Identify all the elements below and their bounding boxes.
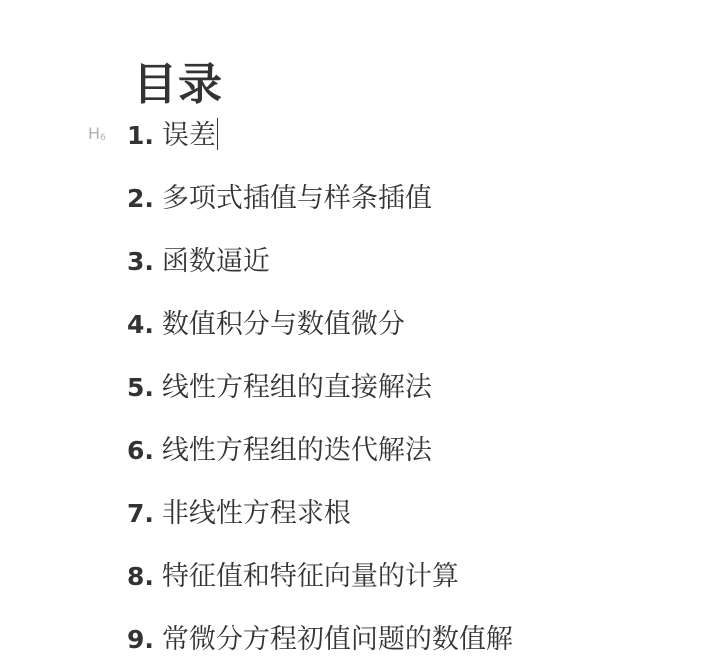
toc-item-7[interactable] bbox=[0, 482, 720, 545]
toc-item-label: 数值积分与数值微分 bbox=[161, 308, 405, 340]
toc-item-label: 特征值和特征向量的计算 bbox=[161, 560, 459, 592]
toc-item-number: 1. bbox=[127, 121, 154, 150]
toc-item-number: 6. bbox=[127, 435, 154, 465]
toc-item-label: 线性方程组的迭代解法 bbox=[161, 434, 432, 466]
toc-item-text[interactable] bbox=[127, 308, 405, 342]
toc-item-label: 非线性方程求根 bbox=[161, 497, 351, 529]
heading-marker-prefix: H bbox=[88, 124, 101, 143]
text-cursor bbox=[217, 118, 218, 150]
heading-marker-level: 6 bbox=[100, 133, 106, 143]
toc-item-number: 5. bbox=[127, 372, 154, 402]
toc-item-text[interactable] bbox=[127, 434, 432, 468]
toc-item-1[interactable] bbox=[0, 104, 720, 167]
toc-item-8[interactable] bbox=[0, 545, 720, 608]
toc-item-number: 4. bbox=[127, 309, 154, 339]
toc-item-5[interactable] bbox=[0, 356, 720, 419]
toc-item-number: 7. bbox=[127, 498, 154, 528]
toc-item-label: 函数逼近 bbox=[161, 245, 270, 277]
toc-item-label: 线性方程组的直接解法 bbox=[161, 371, 432, 403]
toc-item-number: 2. bbox=[127, 183, 154, 213]
heading-level-marker[interactable] bbox=[88, 124, 106, 148]
toc-item-text[interactable] bbox=[127, 245, 270, 279]
toc-item-2[interactable] bbox=[0, 167, 720, 230]
toc-item-number: 8. bbox=[127, 561, 154, 591]
toc-item-text[interactable] bbox=[127, 371, 432, 405]
toc-item-text[interactable] bbox=[127, 118, 218, 153]
toc-item-4[interactable] bbox=[0, 293, 720, 356]
toc-item-text[interactable] bbox=[127, 623, 513, 657]
toc-item-label: 误差 bbox=[161, 120, 216, 151]
table-of-contents bbox=[0, 104, 720, 671]
toc-item-9[interactable] bbox=[0, 608, 720, 671]
toc-item-3[interactable] bbox=[0, 230, 720, 293]
toc-item-number: 9. bbox=[127, 624, 154, 654]
toc-item-label: 常微分方程初值问题的数值解 bbox=[161, 623, 513, 655]
toc-item-6[interactable] bbox=[0, 419, 720, 482]
toc-item-label: 多项式插值与样条插值 bbox=[161, 182, 432, 214]
toc-item-text[interactable] bbox=[127, 182, 432, 216]
toc-item-text[interactable] bbox=[127, 560, 459, 594]
document-title[interactable]: 目录 bbox=[133, 59, 223, 111]
toc-item-text[interactable] bbox=[127, 497, 351, 531]
toc-item-number: 3. bbox=[127, 246, 154, 276]
